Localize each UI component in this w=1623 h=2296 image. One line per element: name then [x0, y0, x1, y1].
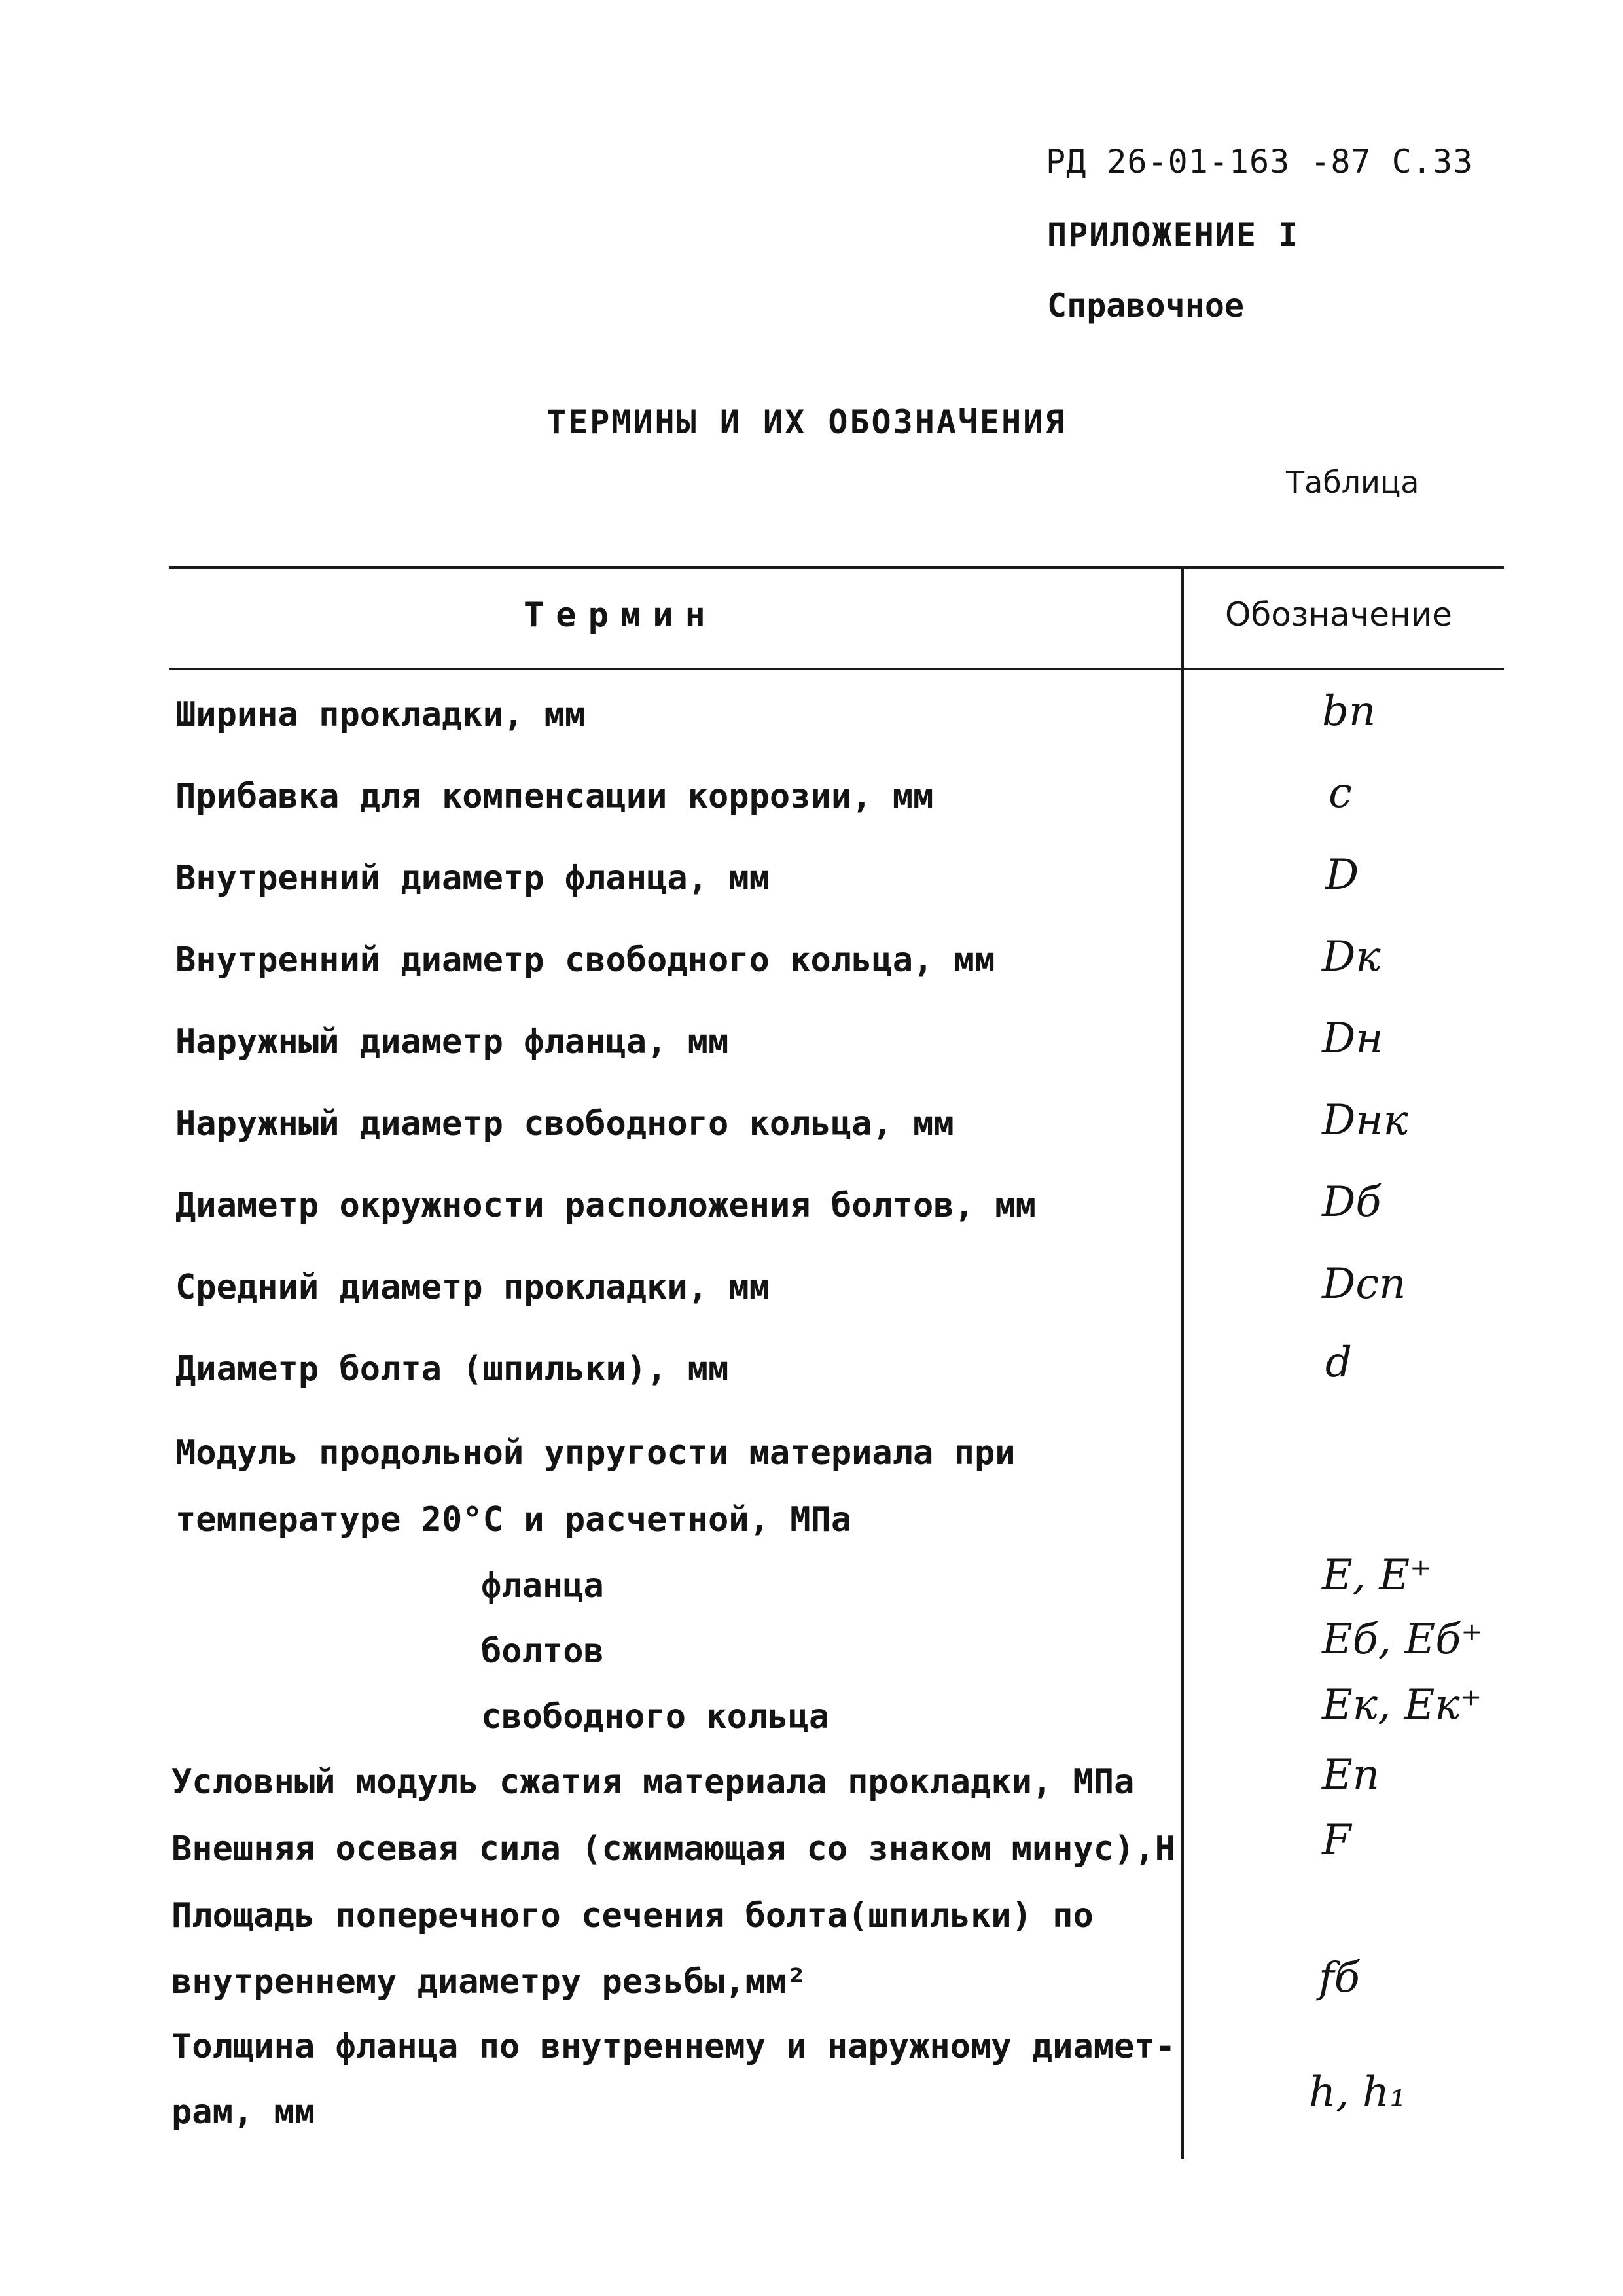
symbol-row: D: [1325, 851, 1359, 899]
symbol-subrow: Eк, Eк⁺: [1322, 1681, 1482, 1729]
table-label: Таблица: [1286, 465, 1419, 500]
appendix-label: ПРИЛОЖЕНИЕ I: [1047, 216, 1300, 254]
table-column-divider: [1181, 568, 1184, 2159]
term-thickness-line2: рам, мм: [171, 2092, 315, 2132]
term-row: Наружный диаметр фланца, мм: [175, 1022, 729, 1062]
symbol-row: d: [1325, 1338, 1352, 1387]
symbol-row: Dсп: [1322, 1260, 1406, 1308]
term-modulus-line2: температуре 20°С и расчетной, МПа: [175, 1500, 852, 1539]
term-row: Средний диаметр прокладки, мм: [175, 1268, 770, 1307]
term-row: Диаметр окружности расположения болтов, мм: [175, 1186, 1036, 1225]
term-row: Условный модуль сжатия материала прокладки, МПа: [171, 1763, 1135, 1802]
symbol-row: Dнк: [1322, 1096, 1408, 1145]
term-row: Прибавка для компенсации коррозии, мм: [175, 777, 934, 816]
term-modulus-line1: Модуль продольной упругости материала при: [175, 1433, 1016, 1473]
page-title: ТЕРМИНЫ И ИХ ОБОЗНАЧЕНИЯ: [546, 403, 1067, 441]
term-row: Внутренний диаметр свободного кольца, мм: [175, 941, 995, 980]
term-thickness-line1: Толщина фланца по внутреннему и наружному диамет-: [171, 2027, 1176, 2066]
symbol-subrow: Eб, Eб⁺: [1322, 1615, 1484, 1664]
symbol-row: Dн: [1322, 1014, 1383, 1063]
symbol-row: F: [1322, 1816, 1351, 1865]
symbol-area: fб: [1319, 1954, 1360, 2002]
term-row: Наружный диаметр свободного кольца, мм: [175, 1104, 954, 1143]
term-row: Диаметр болта (шпильки), мм: [175, 1350, 729, 1389]
term-area-line1: Площадь поперечного сечения болта(шпильки) по: [171, 1896, 1094, 1935]
symbol-row: c: [1329, 769, 1352, 817]
symbol-row: Dб: [1322, 1178, 1382, 1227]
term-subrow: свободного кольца: [481, 1697, 830, 1736]
document-code: РД 26-01-163 -87 С.33: [1046, 143, 1474, 181]
term-subrow: фланца: [481, 1566, 604, 1605]
table-header-rule: [169, 668, 1504, 670]
symbol-row: Dк: [1322, 933, 1381, 981]
term-row: Ширина прокладки, мм: [175, 695, 586, 734]
symbol-row: bп: [1322, 687, 1376, 736]
symbol-thickness: h, h₁: [1309, 2068, 1406, 2117]
symbol-row: Eп: [1322, 1751, 1380, 1799]
term-area-line2: внутреннему диаметру резьбы,мм²: [171, 1962, 807, 2001]
column-header-term: Термин: [524, 596, 717, 635]
column-header-symbol: Обозначение: [1225, 596, 1452, 634]
term-row: Внутренний диаметр фланца, мм: [175, 859, 770, 898]
symbol-subrow: E, E⁺: [1322, 1551, 1432, 1600]
table-top-rule: [169, 566, 1504, 569]
term-subrow: болтов: [481, 1632, 604, 1671]
reference-label: Справочное: [1047, 287, 1245, 325]
term-row: Внешняя осевая сила (сжимающая со знаком минус),Н: [171, 1829, 1176, 1869]
